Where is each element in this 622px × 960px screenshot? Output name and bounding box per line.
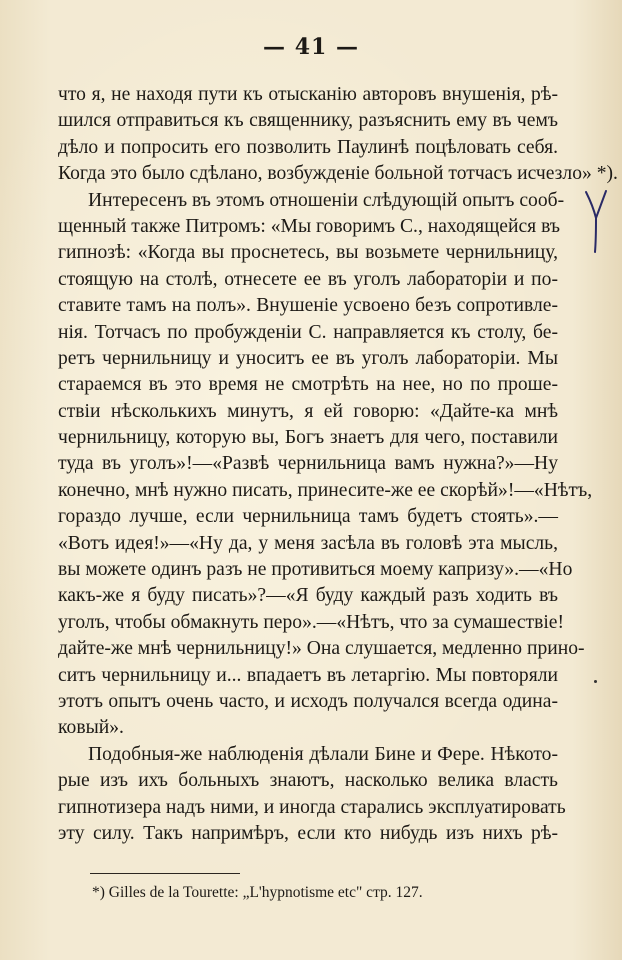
- text-line: туда въ уголъ»!—«Развѣ чернильница вамъ нужна?»—Ну: [58, 453, 558, 475]
- text-line: щенный также Питромъ: «Мы говоримъ С., находящейся въ: [58, 215, 560, 237]
- text-line: уголъ, чтобы обмакнуть перо».—«Нѣтъ, что за сумашествіе!: [58, 611, 565, 633]
- ink-speck: [594, 680, 597, 683]
- text-line: Когда это было сдѣлано, возбужденіе больной тотчасъ исчезло» *).: [58, 163, 618, 185]
- footnote-divider: [90, 873, 240, 874]
- handwritten-arrow-mark: [583, 188, 609, 254]
- text-line: что я, не находя пути къ отысканію авторовъ внушенія, рѣ-: [58, 84, 558, 105]
- text-line: чернильницу, которую вы, Богъ знаетъ для чего, поставили: [58, 427, 558, 449]
- text-line: гораздо лучше, если чернильница тамъ будетъ стоять».—: [58, 506, 558, 528]
- body-text: [58, 82, 618, 847]
- text-line: дѣло и попросить его позволить Паулинѣ поцѣловать себя.: [58, 136, 558, 158]
- text-line: вы можете одинъ разъ не противиться моему капризу».—«Но: [58, 559, 573, 581]
- footnote: *) Gilles de la Tourette: „L'hypnotisme etc" стр. 127.: [92, 884, 423, 901]
- text-line: какъ-же я буду писать»?—«Я буду каждый разъ ходить въ: [58, 585, 558, 607]
- text-line: ситъ чернильницу и... впадаетъ въ летаргію. Мы повторяли: [58, 664, 558, 686]
- page-number: — 41 —: [263, 34, 359, 60]
- text-line: стоящую на столѣ, отнесете ее въ уголъ лабораторіи и по-: [58, 268, 558, 290]
- text-line: нія. Тотчасъ по пробужденіи С. направляется къ столу, бе-: [58, 321, 558, 343]
- text-line: «Вотъ идея!»—«Ну да, у меня засѣла въ головѣ эта мысль,: [58, 532, 558, 554]
- text-line: шился отправиться къ священнику, разъяснить ему въ чемъ: [58, 110, 558, 132]
- text-line: ставите тамъ на полъ». Внушеніе усвоено безъ сопротивле-: [58, 295, 558, 317]
- text-line: ковый».: [58, 717, 124, 739]
- text-line: рые изъ ихъ больныхъ знаютъ, насколько велика власть: [58, 770, 558, 792]
- text-line: эту силу. Такъ напримѣръ, если кто нибудь изъ нихъ рѣ-: [58, 822, 558, 844]
- text-line: гипнозѣ: «Когда вы проснетесь, вы возьмете чернильницу,: [58, 242, 558, 264]
- text-line: дайте-же мнѣ чернильницу!» Она слушается, медленно прино-: [58, 638, 585, 660]
- text-line: Интересенъ въ этомъ отношеніи слѣдующій опытъ сооб-: [88, 189, 565, 211]
- text-line: Подобныя-же наблюденія дѣлали Бине и Фере. Нѣкото-: [88, 743, 558, 765]
- text-line: этотъ опытъ очень часто, и исходъ получался всегда одина-: [58, 690, 558, 712]
- text-line: ствіи нѣсколькихъ минутъ, я ей говорю: «Дайте-ка мнѣ: [58, 400, 558, 422]
- text-line: стараемся въ это время не смотрѣть на нее, но по проше-: [58, 374, 558, 396]
- text-line: конечно, мнѣ нужно писать, принесите-же ее скорѣй»!—«Нѣтъ,: [58, 479, 593, 501]
- text-line: ретъ чернильницу и уноситъ ее въ уголъ лабораторіи. Мы: [58, 347, 558, 369]
- text-line: гипнотизера надъ ними, и иногда старались эксплуатировать: [58, 796, 566, 818]
